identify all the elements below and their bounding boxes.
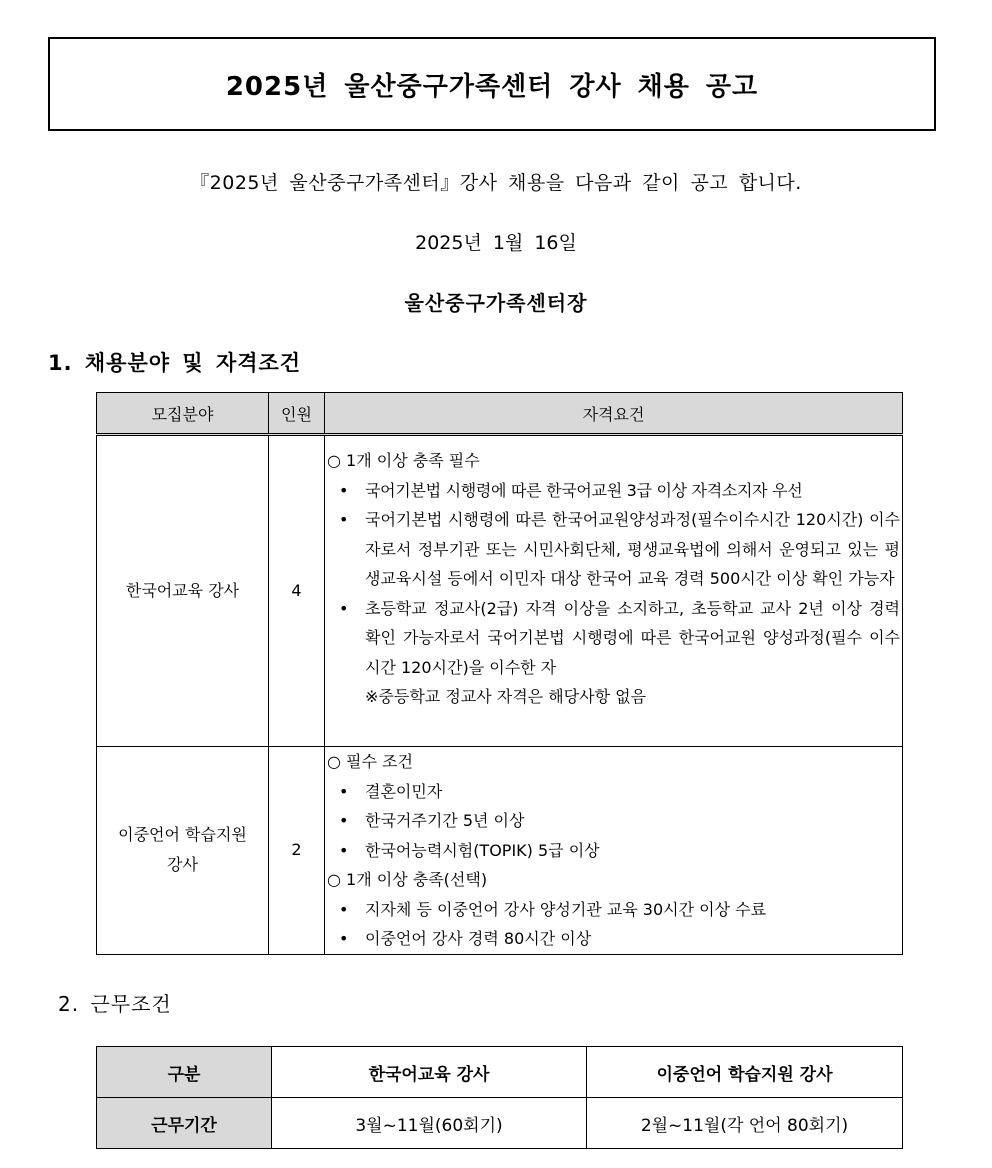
- requirement-item: [327, 806, 900, 836]
- requirement-item: [327, 505, 900, 594]
- col-header-requirements: 자격요건: [325, 393, 903, 435]
- col-header-field: 모집분야: [97, 393, 269, 435]
- bullet-icon: •: [339, 840, 349, 860]
- table-row: [97, 435, 903, 747]
- bullet-icon: •: [339, 811, 349, 830]
- table-row: [97, 747, 903, 955]
- bullet-icon: •: [339, 510, 349, 529]
- bullet-icon: •: [339, 480, 349, 500]
- requirements-cell: [325, 747, 903, 955]
- col-header-bilingual-instructor: 이중언어 학습지원 강사: [587, 1047, 903, 1098]
- period-bilingual-instructor: 2월~11월(각 언어 80회기): [587, 1098, 903, 1149]
- notice-date: 2025년 1월 16일: [415, 232, 577, 254]
- col-header-category: 구분: [97, 1047, 272, 1098]
- requirement-item: [327, 924, 900, 954]
- bullet-icon: •: [339, 781, 349, 801]
- count-cell: 2: [269, 747, 325, 955]
- col-header-count: 인원: [269, 393, 325, 435]
- requirement-text: 지자체 등 이중언어 강사 양성기관 교육 30시간 이상 수료: [365, 899, 767, 919]
- table-header-row: [97, 393, 903, 435]
- requirement-lead: ○ 1개 이상 충족(선택): [327, 870, 488, 889]
- qualification-table: [96, 392, 903, 955]
- requirement-text: 한국어능력시험(TOPIK) 5급 이상: [365, 840, 600, 860]
- requirement-lead: ○ 필수 조건: [327, 752, 413, 771]
- bullet-icon: •: [339, 598, 349, 618]
- requirement-text: 초등학교 정교사(2급) 자격 이상을 소지하고, 초등학교 교사 2년 이상 경력 확인 가능자로서 국어기본법 시행령에 따른 한국어교원 양성과정(필수 이수시간 120시간)을 이수한 자: [365, 598, 900, 677]
- requirement-item: [327, 777, 900, 807]
- requirement-lead: ○ 1개 이상 충족 필수: [327, 451, 480, 470]
- requirement-item: [327, 836, 900, 866]
- requirement-item: [327, 594, 900, 683]
- requirement-note: ※중등학교 정교사 자격은 해당사항 없음: [365, 687, 647, 706]
- col-header-korean-instructor: 한국어교육 강사: [272, 1047, 587, 1098]
- requirement-text: 국어기본법 시행령에 따른 한국어교원 3급 이상 자격소지자 우선: [365, 480, 803, 500]
- field-line: 강사: [167, 855, 198, 875]
- table-row: [97, 1098, 903, 1149]
- requirement-text: 한국거주기간 5년 이상: [365, 811, 525, 830]
- requirement-item: [327, 476, 900, 506]
- notice-title-text: 2025년 울산중구가족센터 강사 채용 공고: [225, 71, 759, 102]
- requirement-item: [327, 895, 900, 925]
- requirements-cell: [325, 435, 903, 747]
- count-cell: 4: [269, 435, 325, 747]
- signer: 울산중구가족센터장: [404, 291, 588, 315]
- period-korean-instructor: 3월~11월(60회기): [272, 1098, 587, 1149]
- field-cell: [97, 747, 269, 955]
- row-label-period: 근무기간: [97, 1098, 272, 1149]
- table-header-row: [97, 1047, 903, 1098]
- section-1-heading: 1. 채용분야 및 자격조건: [48, 351, 302, 375]
- bullet-icon: •: [339, 899, 349, 919]
- field-line: 이중언어 학습지원: [118, 825, 247, 845]
- requirement-text: 국어기본법 시행령에 따른 한국어교원양성과정(필수이수시간 120시간) 이수자로서 정부기관 또는 시민사회단체, 평생교육법에 의해서 운영되고 있는 평생교육시설 등에서 이민자 대상 한국어 교육 경력 500시간 이상 확인 가능자: [365, 510, 900, 588]
- requirement-text: 이중언어 강사 경력 80시간 이상: [365, 929, 592, 948]
- section-2-heading: 2. 근무조건: [58, 992, 172, 1016]
- notice-title: [48, 37, 936, 131]
- work-conditions-table: [96, 1046, 903, 1149]
- bullet-icon: •: [339, 929, 349, 948]
- intro-text: 『2025년 울산중구가족센터』강사 채용을 다음과 같이 공고 합니다.: [190, 172, 802, 194]
- field-cell: 한국어교육 강사: [97, 435, 269, 747]
- requirement-text: 결혼이민자: [365, 781, 443, 801]
